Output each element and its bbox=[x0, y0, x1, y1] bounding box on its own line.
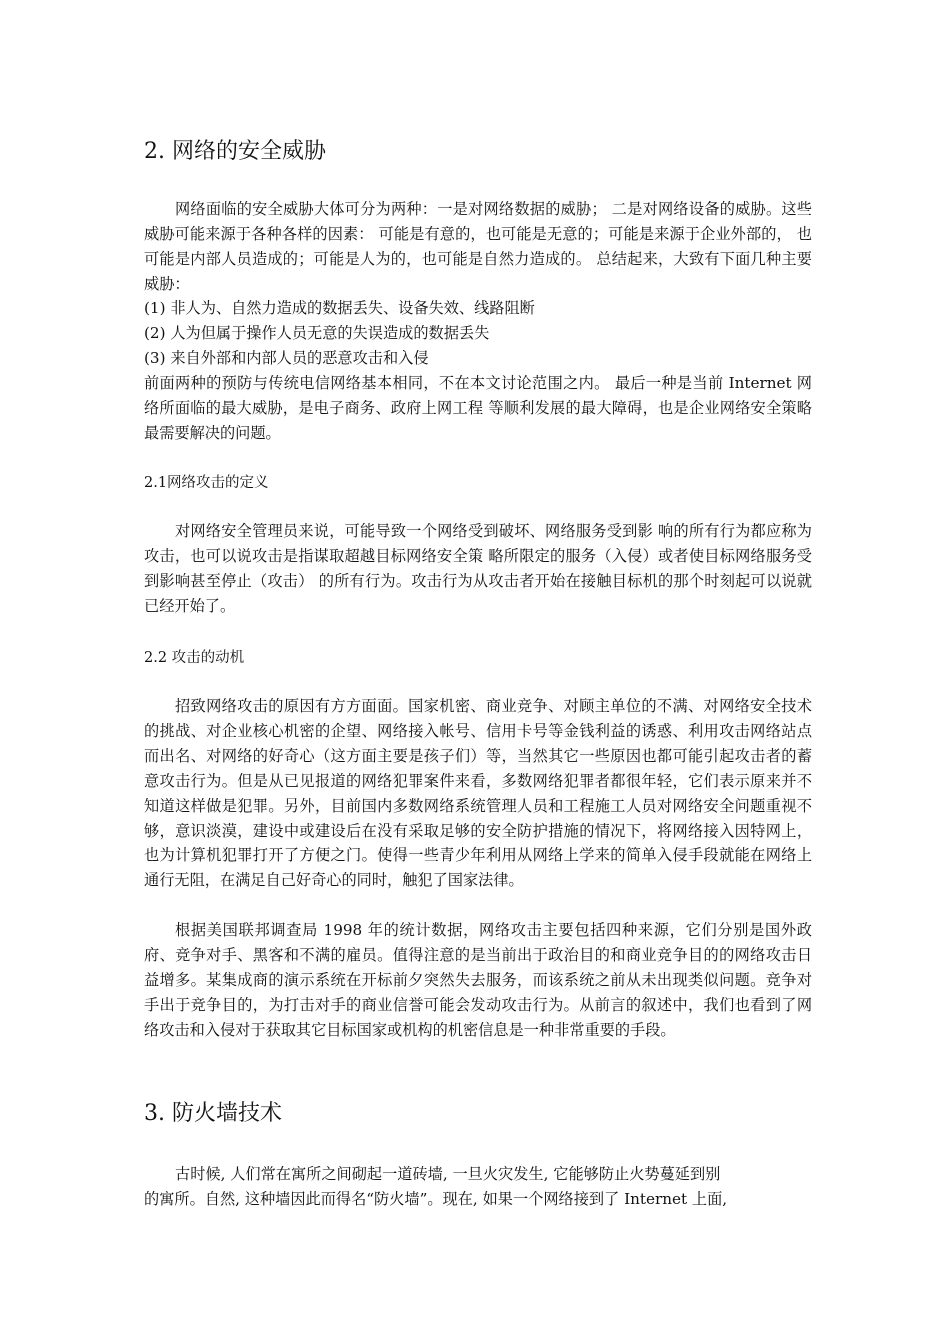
section-2-closing-paragraph: 前面两种的预防与传统电信网络基本相同，不在本文讨论范围之内。 最后一种是当前 Internet 网络所面临的最大威胁，是电子商务、政府上网工程 等顺利发展的最大障碍，也是企业网络安全策略最需要解决的问题。 bbox=[144, 374, 812, 442]
section-2-1-paragraph: 对网络安全管理员来说，可能导致一个网络受到破坏、网络服务受到影 响的所有行为都应称为攻击，也可以说攻击是指谋取超越目标网络安全策 略所限定的服务（入侵）或者使目标网络服务受到影响甚至停止（攻击） 的所有行为。攻击行为从攻击者开始在接触目标机的那个时刻起可以说就 已经开始了。 bbox=[144, 522, 812, 615]
threat-list-item-3: (3) 来自外部和内部人员的恶意攻击和入侵 bbox=[144, 349, 429, 367]
section-2-2-paragraph-1: 招致网络攻击的原因有方方面面。国家机密、商业竞争、对顾主单位的不满、对网络安全技术的挑战、对企业核心机密的企望、网络接入帐号、信用卡号等金钱利益的诱惑、利用攻击网络站点而出名、对网络的好奇心（这方面主要是孩子们）等，当然其它一些原因也都可能引起攻击者的蓄意攻击行为。但是从已见报道的网络犯罪案件来看，多数网络犯罪者都很年轻，它们表示原来并不知道这样做是犯罪。另外，目前国内多数网络系统管理人员和工程施工人员对网络安全问题重视不够，意识淡漠，建设中或建设后在没有采取足够的安全防护措施的情况下，将网络接入因特网上，也为计算机犯罪打开了方便之门。使得一些青少年利用从网络上学来的简单入侵手段就能在网络上通行无阻，在满足自己好奇心的同时，触犯了国家法律。 bbox=[144, 697, 812, 890]
section-2-heading: 2. 网络的安全威胁 bbox=[144, 139, 326, 164]
section-2-2-heading: 2.2 攻击的动机 bbox=[144, 650, 245, 666]
section-2-1-heading: 2.1网络攻击的定义 bbox=[144, 475, 269, 491]
threat-list-item-1: (1) 非人为、自然力造成的数据丢失、设备失效、线路阻断 bbox=[144, 299, 535, 317]
section-3-line-1: 古时候, 人们常在寓所之间砌起一道砖墙, 一旦火灾发生, 它能够防止火势蔓延到别 bbox=[175, 1165, 721, 1183]
threat-list-item-2: (2) 人为但属于操作人员无意的失误造成的数据丢失 bbox=[144, 324, 490, 342]
section-3-line-2: 的寓所。自然, 这种墙因此而得名“防火墙”。现在, 如果一个网络接到了 Internet 上面, bbox=[144, 1190, 728, 1208]
section-3-heading: 3. 防火墙技术 bbox=[144, 1101, 282, 1126]
section-2-intro-paragraph: 网络面临的安全威胁大体可分为两种：一是对网络数据的威胁； 二是对网络设备的威胁。这些威胁可能来源于各种各样的因素： 可能是有意的，也可能是无意的；可能是来源于企业外部的， 也可能是内部人员造成的；可能是人为的，也可能是自然力造成的。 总结起来，大致有下面几种主要威胁： bbox=[144, 200, 812, 293]
section-2-2-paragraph-2: 根据美国联邦调查局 1998 年的统计数据，网络攻击主要包括四种来源，它们分别是国外政府、竞争对手、黑客和不满的雇员。值得注意的是当前出于政治目的和商业竞争目的的网络攻击日益增多。某集成商的演示系统在开标前夕突然失去服务，而该系统之前从未出现类似问题。竞争对手出于竞争目的，为打击对手的商业信誉可能会发动攻击行为。从前言的叙述中，我们也看到了网络攻击和入侵对于获取其它目标国家或机构的机密信息是一种非常重要的手段。 bbox=[144, 921, 812, 1039]
